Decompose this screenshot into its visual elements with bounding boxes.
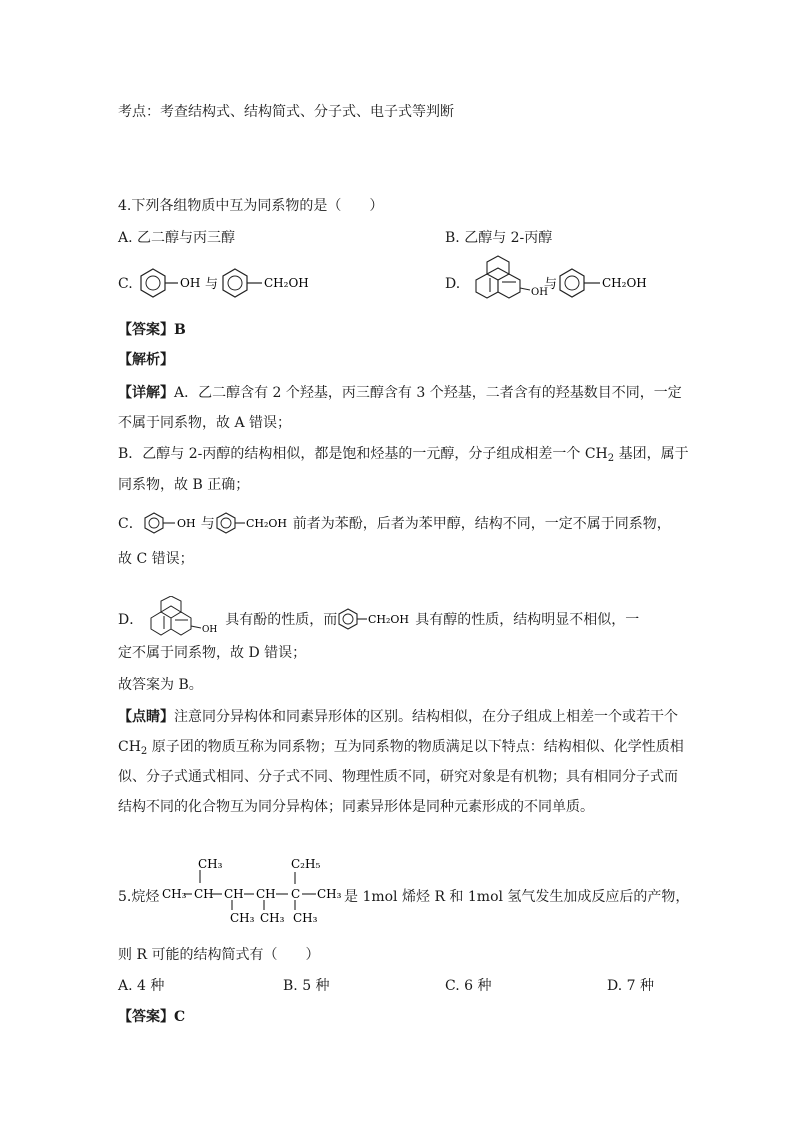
detail-d-text2: 具有醇的性质，结构明显不相似，一 xyxy=(415,612,640,628)
phenol-structure xyxy=(143,512,201,534)
q5-prefix: 5.烷烃 xyxy=(118,889,160,905)
dianjing-line2 xyxy=(118,737,684,762)
detail-b-text-b: 基团，属于 xyxy=(614,446,689,462)
ch-label: CH xyxy=(224,887,244,901)
ch2oh-label: CH₂OH xyxy=(245,517,287,530)
dianjing-text2b: 原子团的物质互称为同系物；互为同系物的物质满足以下特点：结构相似、化学性质相 xyxy=(147,739,684,755)
ch3-label: CH₃ xyxy=(198,857,223,871)
q5-option-d: D. 7 种 xyxy=(607,978,654,994)
q5-line2: 则 R 可能的结构简式有（ ） xyxy=(118,947,320,963)
c2h5-label: C₂H₅ xyxy=(291,857,321,871)
detail-d-label: D． xyxy=(118,612,144,628)
kaodian-line: 考点：考查结构式、结构简式、分子式、电子式等判断 xyxy=(118,104,454,120)
ch3-label: CH₃ xyxy=(293,911,318,925)
q5-option-a: A. 4 种 xyxy=(118,978,165,994)
yu-label: 与 xyxy=(205,277,219,292)
detail-c-line1 xyxy=(118,512,671,534)
benzene-ring-icon xyxy=(141,269,165,297)
detail-b-text-a: B．乙醇与 2-丙醇的结构相似，都是饱和烃基的一元醇，分子组成相差一个 CH xyxy=(118,446,608,462)
ch3-label: CH₃ xyxy=(260,911,285,925)
benzene-ring-icon xyxy=(223,269,247,297)
ch3-label: CH₃ xyxy=(162,887,187,901)
oh-label: OH xyxy=(531,287,548,298)
benzyl-alcohol-structure xyxy=(215,512,293,534)
detail-a-text: A．乙二醇含有 2 个羟基，丙三醇含有 3 个羟基，二者含有的羟基数目不同，一定 xyxy=(174,385,682,401)
yu-label: 与 xyxy=(200,516,215,532)
ch2oh-label: CH₂OH xyxy=(602,276,647,290)
q4-option-c-structures xyxy=(138,264,328,304)
ch-label: CH xyxy=(256,887,276,901)
q5-option-b: B. 5 种 xyxy=(283,978,330,994)
yu-label: 与 xyxy=(544,277,558,292)
ch2oh-label: CH₂OH xyxy=(368,613,410,626)
q4-option-d-structures xyxy=(462,252,672,307)
benzyl-alcohol-structure xyxy=(337,608,415,630)
ch3-label: CH₃ xyxy=(317,887,342,901)
q5-suffix: 是 1mol 烯烃 R 和 1mol 氢气发生加成反应后的产物， xyxy=(344,889,690,905)
dianjing-text2a: CH xyxy=(118,739,141,755)
detail-b-line1 xyxy=(118,444,689,469)
phenanthrene-icon xyxy=(476,256,520,298)
dianjing-line1 xyxy=(118,707,678,727)
detail-c-text: 前者为苯酚，后者为苯甲醇，结构不同，一定不属于同系物， xyxy=(292,516,671,532)
dianjing-sub: 2 xyxy=(140,746,148,757)
answer-5: 【答案】C xyxy=(118,1009,186,1025)
c-label: C xyxy=(291,887,301,901)
benzene-ring-icon xyxy=(217,513,235,533)
q5-alkane-structure xyxy=(160,854,346,934)
q4-stem: 4.下列各组物质中互为同系物的是（ ） xyxy=(118,198,384,214)
phenanthrol-structure xyxy=(143,596,225,636)
q4-option-b: B. 乙醇与 2-丙醇 xyxy=(445,230,553,246)
detail-a-line1 xyxy=(118,383,682,403)
dianjing-text1: 注意同分异构体和同素异形体的区别。结构相似，在分子组成上相差一个或若干个 xyxy=(174,709,678,725)
q4-option-c-label: C. xyxy=(118,276,133,292)
oh-label: OH xyxy=(180,276,201,290)
q4-option-a: A. 乙二醇与丙三醇 xyxy=(118,230,236,246)
benzene-ring-icon xyxy=(339,609,357,629)
detail-a-line2: 不属于同系物，故 A 错误； xyxy=(118,415,292,431)
detail-d-line1 xyxy=(118,596,639,636)
oh-label: OH xyxy=(176,517,196,530)
detail-c-line2: 故 C 错误； xyxy=(118,551,194,567)
detail-conclusion: 故答案为 B。 xyxy=(118,677,203,693)
q5-option-c: C. 6 种 xyxy=(445,978,492,994)
benzene-ring-icon xyxy=(145,513,163,533)
oh-label: OH xyxy=(202,625,218,635)
detail-b-line2: 同系物，故 B 正确； xyxy=(118,477,250,493)
detail-b-sub: 2 xyxy=(607,453,615,464)
ch-label: CH xyxy=(194,887,214,901)
dianjing-line3: 似、分子式通式相同、分子式不同、物理性质不同，研究对象是有机物；具有相同分子式而 xyxy=(118,769,678,785)
detail-d-text1: 具有酚的性质，而 xyxy=(225,612,338,628)
phenanthrene-icon xyxy=(151,596,191,635)
dianjing-head: 【点睛】 xyxy=(118,709,174,725)
ch2oh-label: CH₂OH xyxy=(264,276,309,290)
q4-option-d-label: D. xyxy=(445,276,461,292)
detail-c-label: C． xyxy=(118,516,143,532)
dianjing-line4: 结构不同的化合物互为同分异构体；同素异形体是同种元素形成的不同单质。 xyxy=(118,799,594,815)
detail-head: 【详解】 xyxy=(118,385,174,401)
ch3-label: CH₃ xyxy=(230,911,255,925)
answer-4: 【答案】B xyxy=(118,322,186,338)
detail-d-line2: 定不属于同系物，故 D 错误； xyxy=(118,645,307,661)
jiexi-4: 【解析】 xyxy=(118,352,174,368)
benzene-ring-icon xyxy=(560,269,584,297)
